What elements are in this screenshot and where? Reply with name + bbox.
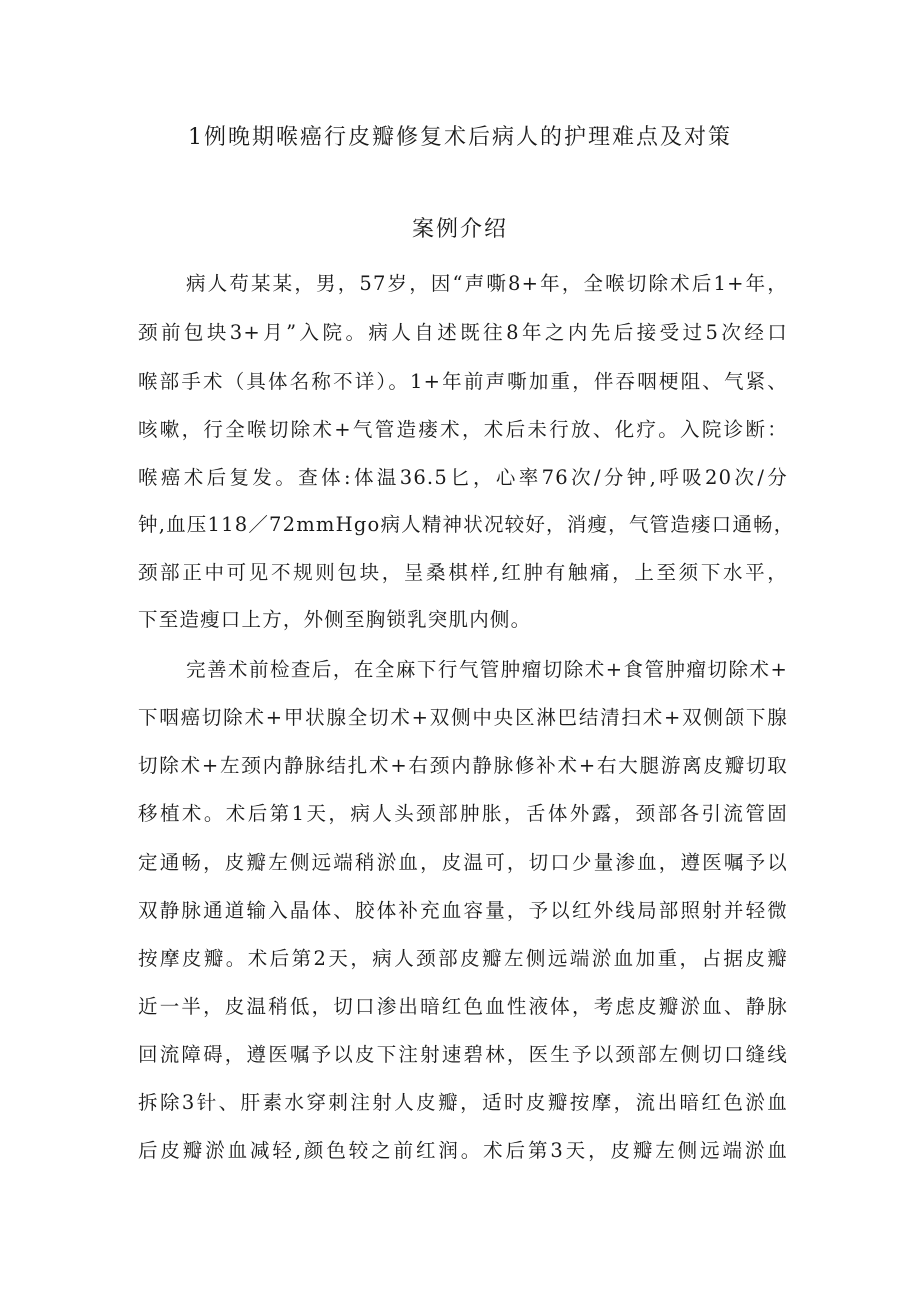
paragraph-line: 切除术+左颈内静脉结扎术+右颈内静脉修补术+右大腿游离皮瓣切取 [138, 754, 788, 777]
section-heading: 案例介绍 [411, 217, 508, 242]
paragraph-line: 后皮瓣淤血减轻,颜色较之前红润。术后第3天，皮瓣左侧远端淤血 [138, 1139, 788, 1162]
paragraph-line: 拆除3针、肝素水穿刺注射人皮瓣，适时皮瓣按摩，流出暗红色淤血 [138, 1091, 788, 1114]
paragraph-line: 咳嗽，行全喉切除术+气管造瘘术，术后未行放、化疗。入院诊断： [138, 418, 788, 441]
paragraph-line: 颈部正中可见不规则包块，呈桑棋样,红肿有触痛，上至须下水平， [138, 561, 788, 584]
paragraph-line: 移植术。术后第1天，病人头颈部肿胀，舌体外露，颈部各引流管固 [138, 802, 788, 825]
paragraph-line: 喉癌术后复发。查体:体温36.5匕，心率76次/分钟,呼吸20次/分 [138, 466, 788, 489]
paragraph-line: 完善术前检查后，在全麻下行气管肿瘤切除术+食管肿瘤切除术+ [186, 658, 788, 681]
paragraph-line: 颈前包块3+月”入院。病人自述既往8年之内先后接受过5次经口 [138, 321, 788, 344]
paragraph-line: 双静脉通道输入晶体、胶体补充血容量，予以红外线局部照射并轻微 [138, 899, 788, 922]
paragraph-line: 钟,血压118／72mmHgo病人精神状况较好，消瘦，气管造瘘口通畅， [138, 513, 795, 536]
paragraph-line: 下咽癌切除术+甲状腺全切术+双侧中央区淋巴结清扫术+双侧颌下腺 [138, 706, 788, 729]
paragraph-line: 喉部手术（具体名称不详）。1+年前声嘶加重，伴吞咽梗阻、气紧、 [138, 370, 788, 393]
paragraph-line: 回流障碍，遵医嘱予以皮下注射速碧林，医生予以颈部左侧切口缝线 [138, 1043, 788, 1066]
paragraph-line: 近一半，皮温稍低，切口渗出暗红色血性液体，考虑皮瓣淤血、静脉 [138, 995, 788, 1018]
paragraph-line: 病人苟某某，男，57岁，因“声嘶8+年，全喉切除术后1+年， [186, 272, 788, 295]
paragraph-line: 定通畅，皮瓣左侧远端稍淤血，皮温可，切口少量渗血，遵医嘱予以 [138, 851, 788, 874]
document-title: 1例晚期喉癌行皮瓣修复术后病人的护理难点及对策 [188, 125, 732, 150]
paragraph-line: 下至造瘦口上方，外侧至胸锁乳突肌内侧。 [138, 608, 532, 631]
paragraph-line: 按摩皮瓣。术后第2天，病人颈部皮瓣左侧远端淤血加重，占据皮瓣 [138, 947, 788, 970]
